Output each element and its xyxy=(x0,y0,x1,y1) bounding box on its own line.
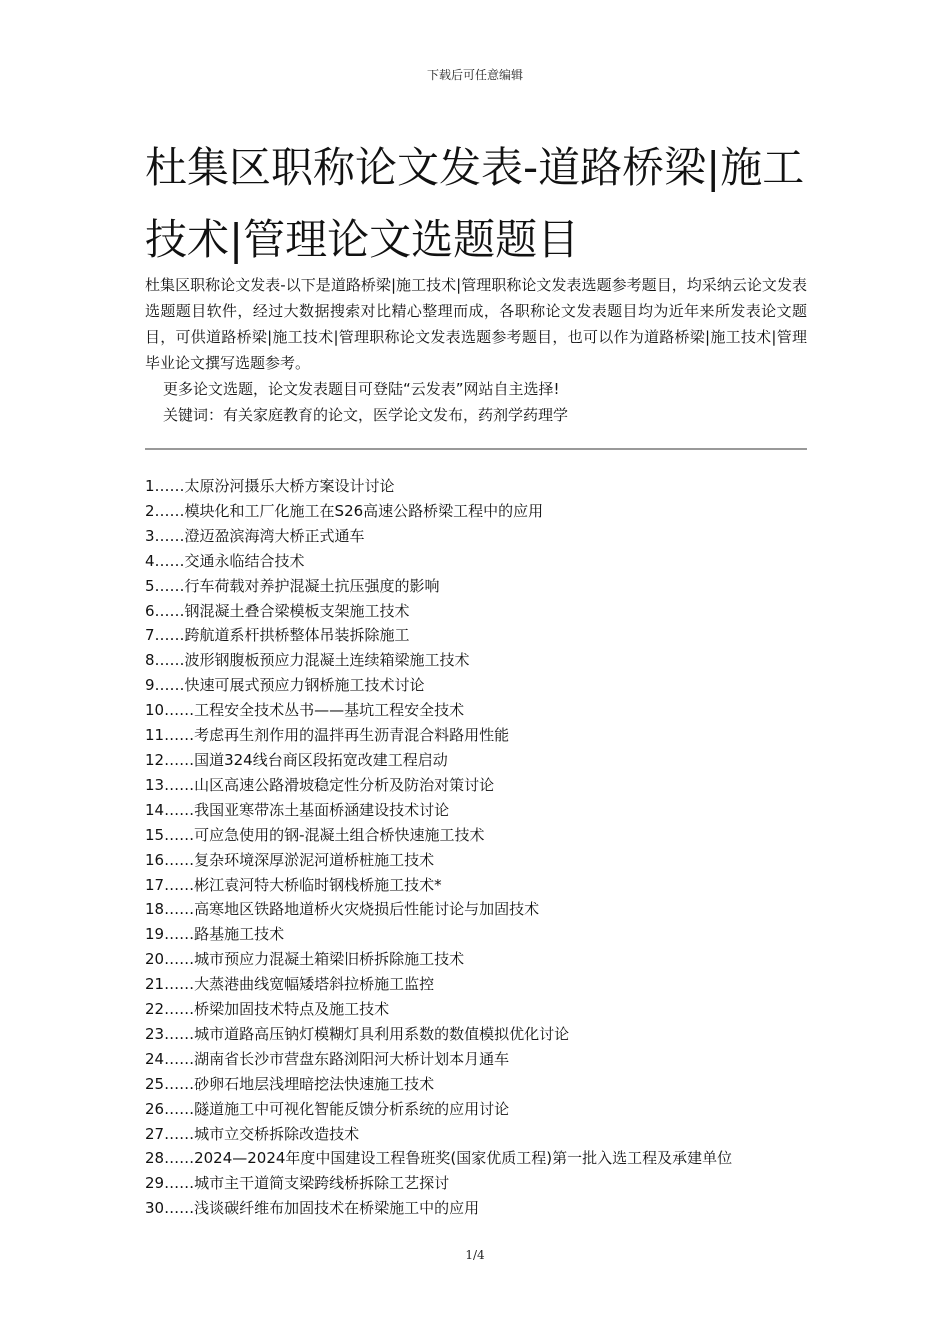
topic-item: 24……湖南省长沙市营盘东路浏阳河大桥计划本月通车 xyxy=(145,1049,510,1068)
topic-item: 18……高寒地区铁路地道桥火灾烧损后性能讨论与加固技术 xyxy=(145,900,540,919)
topic-item: 20……城市预应力混凝土箱梁旧桥拆除施工技术 xyxy=(145,950,465,969)
document-title: 杜集区职称论文发表-道路桥梁|施工技术|管理论文选题题目 xyxy=(145,143,805,264)
topic-list xyxy=(145,474,815,1221)
more-topics-note: 更多论文选题，论文发表题目可登陆“云发表”网站自主选择! xyxy=(163,380,560,398)
topic-item: 12……国道324线台商区段拓宽改建工程启动 xyxy=(145,750,448,769)
topic-item: 19……路基施工技术 xyxy=(145,925,285,944)
topic-item: 11……考虑再生剂作用的温拌再生沥青混合料路用性能 xyxy=(145,726,510,745)
topic-item: 10……工程安全技术丛书——基坑工程安全技术 xyxy=(145,701,465,720)
page-number: 1/4 xyxy=(465,1248,485,1262)
topic-item: 23……城市道路高压钠灯模糊灯具利用系数的数值模拟优化讨论 xyxy=(145,1024,570,1043)
topic-item: 16……复杂环境深厚淤泥河道桥桩施工技术 xyxy=(145,850,435,869)
topic-item: 30……浅谈碳纤维布加固技术在桥梁施工中的应用 xyxy=(145,1199,480,1218)
topic-item: 15……可应急使用的钢-混凝土组合桥快速施工技术 xyxy=(145,825,485,844)
topic-item: 22……桥梁加固技术特点及施工技术 xyxy=(145,1000,390,1019)
intro-paragraph: 杜集区职称论文发表-以下是道路桥梁|施工技术|管理职称论文发表选题参考题目，均采纳云论文发表选题题目软件，经过大数据搜索对比精心整理而成，各职称论文发表题目均为近年来所发表论文题目，可供道路桥梁|施工技术|管理职称论文发表选题参考题目，也可以作为道路桥梁|施工技术|管理毕业论文撰写选题参考。 xyxy=(145,276,807,372)
topic-item: 3……澄迈盈滨海湾大桥正式通车 xyxy=(145,526,365,545)
topic-item: 1……太原汾河摄乐大桥方案设计讨论 xyxy=(145,477,395,495)
topic-item: 25……砂卵石地层浅埋暗挖法快速施工技术 xyxy=(145,1074,435,1093)
topic-item: 29……城市主干道简支梁跨线桥拆除工艺探讨 xyxy=(145,1174,450,1193)
intro-section xyxy=(145,272,807,428)
topic-item: 14……我国亚寒带冻土基面桥涵建设技术讨论 xyxy=(145,800,450,819)
topic-item: 8……波形钢腹板预应力混凝土连续箱梁施工技术 xyxy=(145,651,470,670)
topic-item: 28……2024—2024年度中国建设工程鲁班奖(国家优质工程)第一批入选工程及承建单位 xyxy=(145,1149,733,1168)
topic-item: 21……大蒸港曲线宽幅矮塔斜拉桥施工监控 xyxy=(145,975,435,994)
topic-item: 2……模块化和工厂化施工在S26高速公路桥梁工程中的应用 xyxy=(145,501,544,520)
topic-item: 5……行车荷载对养护混凝土抗压强度的影响 xyxy=(145,576,440,595)
topic-item: 6……钢混凝土叠合梁模板支架施工技术 xyxy=(145,601,410,620)
topic-item: 17……彬江袁河特大桥临时钢栈桥施工技术* xyxy=(145,875,442,894)
topic-item: 26……隧道施工中可视化智能反馈分析系统的应用讨论 xyxy=(145,1099,510,1118)
section-divider xyxy=(145,448,807,450)
topic-item: 7……跨航道系杆拱桥整体吊装拆除施工 xyxy=(145,626,410,645)
page-header: 下载后可任意编辑 xyxy=(426,68,523,82)
topic-item: 4……交通永临结合技术 xyxy=(145,551,305,570)
topic-item: 9……快速可展式预应力钢桥施工技术讨论 xyxy=(145,676,425,695)
keywords-line: 关键词：有关家庭教育的论文，医学论文发布，药剂学药理学 xyxy=(163,406,569,424)
topic-item: 13……山区高速公路滑坡稳定性分析及防治对策讨论 xyxy=(145,775,495,794)
topic-item: 27……城市立交桥拆除改造技术 xyxy=(145,1124,360,1143)
